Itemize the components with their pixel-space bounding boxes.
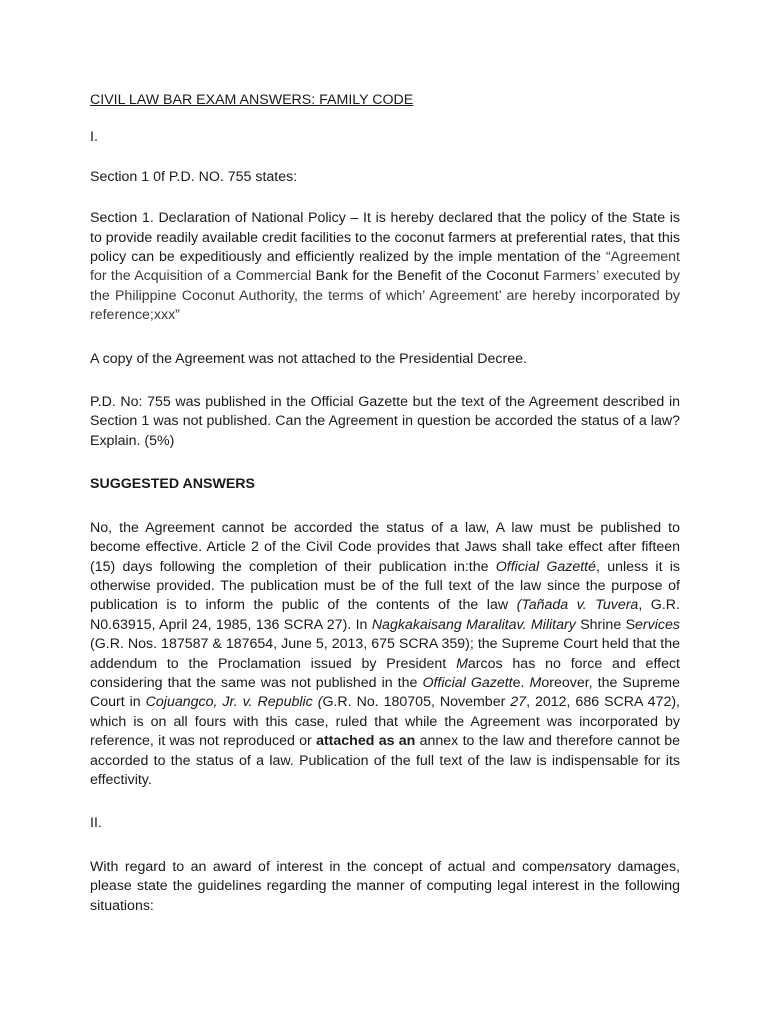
answer-text-7: e.: [512, 674, 525, 691]
agreement-quote-part2: Farmers’ executed by the Philippine Coconut Authority, the terms of which’ Agreement’ are hereby incorporated by reference;xxx”: [90, 268, 680, 324]
question-2-text-1: With regard to an award of interest in the concept of actual and compe: [90, 858, 565, 875]
answer-text-10: , 2012, 686 SCRA 472), which is on all fours with this case, ruled that while the Agreement was incorporated by reference, it was not reproduced or: [90, 694, 680, 750]
section-intro: Section 1 0f P.D. NO. 755 states:: [90, 168, 298, 185]
answer-text-1: No, the Agreement cannot be accorded the status of a law, A law must be published to become effective. Article 2 of the Civil Code provides that Jaws shall take effect after fifteen (15) days following the completion of their publication in:the: [90, 519, 680, 575]
agreement-quote-part1: “Agreement for the Acquisition of a Commercial: [90, 249, 680, 285]
answer-italic-gazette-2: Official Gazett: [422, 674, 513, 691]
answer-text-9: G.R. No. 180705, November: [322, 694, 506, 711]
section-1-text: [90, 209, 680, 325]
document-title: CIVIL LAW BAR EXAM ANSWERS: FAMILY CODE: [90, 92, 414, 108]
answer-italic-m2: M: [529, 674, 542, 691]
section-1-body: Section 1. Declaration of National Policy – It is hereby declared that the policy of the State is to provide readily available credit facilities to the coconut farmers at preferential rates, that this policy can be expeditiously and efficiently realized by the imple mentation of the: [90, 210, 680, 266]
answer-text-11: annex to the law and therefore cannot be accorded to the status of a law. Publication of the full text of the law is indispensable for its effectivity.: [90, 733, 680, 788]
answer-italic-tanada: (Tañada v. Tuvera: [516, 597, 639, 614]
suggested-answers-heading: SUGGESTED ANSWERS: [90, 476, 256, 493]
answer-text-8: oreover, the Supreme Court in: [90, 674, 680, 711]
answer-italic-m1: M: [456, 655, 468, 672]
question-1-text: P.D. No: 755 was published in the Official Gazette but the text of the Agreement described in Section 1 was not published. Can the Agreement in question be accorded the status of a law? Explain. (5%): [90, 394, 680, 449]
answer-text-4: Shrine S: [580, 616, 636, 633]
answer-text-3: , G.R. N0.63915, April 24, 1985, 136 SCRA 27). In: [90, 597, 680, 633]
question-numeral-2: II.: [90, 815, 102, 832]
question-numeral-1: I.: [90, 129, 98, 146]
answer-1-paragraph: [90, 519, 680, 791]
answer-text-6: arcos has no force and effect considering that the same was not published in the: [90, 655, 680, 691]
answer-text-2: , unless it is otherwise provided. The publication must be of the full text of the law since the purpose of publication is to inform the public of the contents of the law: [90, 558, 680, 614]
answer-italic-nagkakaisang: Nagkakaisang Maralitav. Military: [371, 616, 576, 633]
answer-text-5: (G.R. Nos. 187587 & 187654, June 5, 2013, 675 SCRA 359); the Supreme Court held that the addendum to the Proclamation issued by President: [90, 636, 680, 672]
copy-note: A copy of the Agreement was not attached to the Presidential Decree.: [90, 350, 527, 367]
question-2-text: [90, 858, 680, 916]
question-2-text-2: atory damages, please state the guidelines regarding the manner of computing legal interest in the following situations:: [90, 858, 680, 914]
answer-italic-services: ervices: [635, 616, 680, 633]
answer-bold-attached: attached as an: [316, 733, 416, 750]
agreement-quote-bank: Bank for the Benefit of the Coconut: [315, 268, 539, 285]
question-2-italic-ns: ns: [564, 858, 580, 875]
answer-italic-gazette: Official Gazetté: [495, 558, 597, 575]
answer-italic-cojuangco: Cojuangco, Jr. v. Republic (: [145, 694, 323, 711]
answer-italic-27: 27: [510, 694, 527, 711]
